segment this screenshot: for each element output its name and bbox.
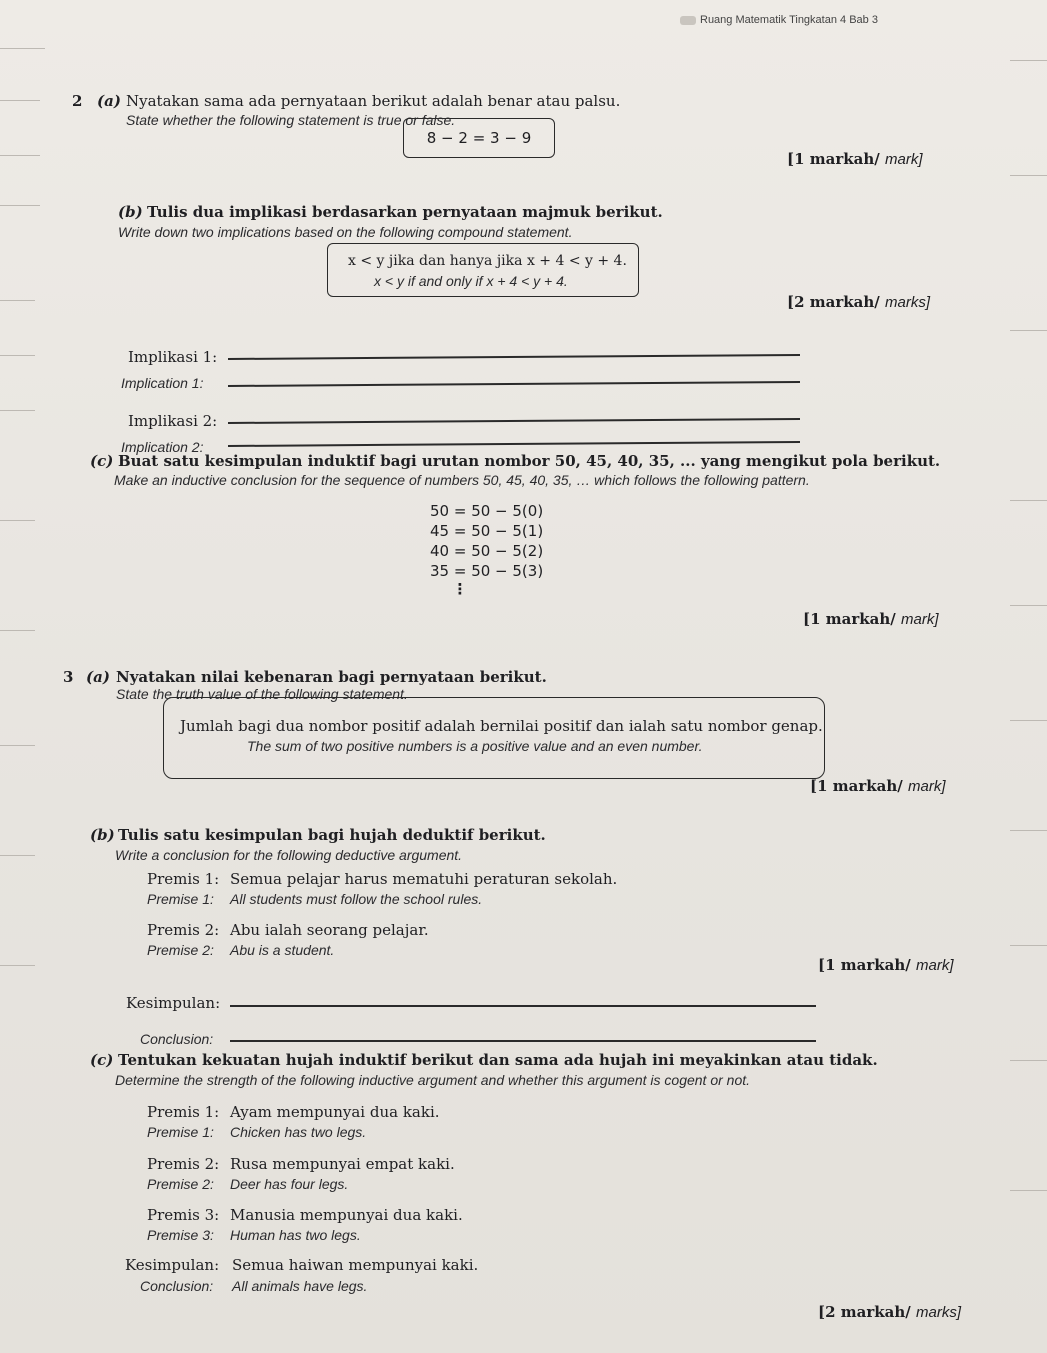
conclusion-label-en: Conclusion:	[140, 1278, 214, 1294]
margin-rule	[0, 965, 35, 966]
marks-en: mark]	[907, 778, 946, 795]
instruction-en: Make an inductive conclusion for the sequence of numbers 50, 45, 40, 35, … which follows the following pattern.	[114, 472, 810, 488]
marks-label	[787, 150, 922, 168]
header-text: Ruang Matematik Tingkatan 4 Bab 3	[700, 14, 878, 26]
margin-rule	[1010, 60, 1047, 61]
book-icon	[680, 16, 696, 25]
premise-2-label-en: Premise 2:	[147, 942, 214, 958]
implication-2-label-en: Implication 2:	[121, 439, 204, 455]
answer-line[interactable]	[228, 418, 800, 423]
premise-2-text-en: Deer has four legs.	[230, 1176, 349, 1192]
marks-en: marks]	[884, 294, 930, 311]
instruction-en: Determine the strength of the following inductive argument and whether this argument is cogent or not.	[115, 1072, 751, 1088]
answer-line[interactable]	[228, 381, 800, 386]
part-label	[90, 452, 113, 470]
margin-rule	[0, 48, 45, 49]
implication-2-label: Implikasi 2:	[128, 412, 218, 430]
marks-ms: [1 markah/	[787, 150, 880, 168]
margin-rule	[0, 745, 35, 746]
marks-ms: [2 markah/	[818, 1303, 911, 1321]
statement-text: 8 − 2 = 3 − 9	[426, 129, 532, 147]
premise-1-label: Premis 1:	[147, 870, 220, 888]
conclusion-label: Kesimpulan:	[126, 994, 221, 1012]
premise-2-text: Rusa mempunyai empat kaki.	[230, 1155, 455, 1173]
marks-en: marks]	[915, 1304, 961, 1321]
conclusion-label-en: Conclusion:	[140, 1031, 214, 1047]
answer-line[interactable]	[228, 354, 800, 359]
pattern-line: 40 = 50 − 5(2)	[430, 542, 544, 560]
question-number: 2	[72, 92, 83, 110]
instruction-en: State whether the following statement is true or false.	[126, 112, 456, 128]
premise-1-text: Semua pelajar harus mematuhi peraturan sekolah.	[230, 870, 618, 888]
margin-rule	[0, 300, 35, 301]
premise-1-text-en: All students must follow the school rules.	[230, 891, 483, 907]
margin-rule	[1010, 500, 1047, 501]
instruction-ms: Nyatakan sama ada pernyataan berikut adalah benar atau palsu.	[126, 92, 621, 110]
margin-rule	[0, 100, 40, 101]
margin-rule	[1010, 830, 1047, 831]
implication-1-label: Implikasi 1:	[128, 348, 218, 366]
margin-rule	[0, 355, 35, 356]
margin-rule	[1010, 330, 1047, 331]
margin-rule	[1010, 720, 1047, 721]
instruction-ms: Tulis dua implikasi berdasarkan pernyataan majmuk berikut.	[147, 203, 663, 221]
instruction-ms: Tulis satu kesimpulan bagi hujah deduktif berikut.	[118, 826, 546, 844]
page-header	[680, 14, 878, 26]
margin-rule	[0, 410, 35, 411]
instruction-en: Write down two implications based on the following compound statement.	[118, 224, 573, 240]
statement-en: The sum of two positive numbers is a positive value and an even number.	[247, 738, 703, 754]
pattern-ellipsis: ⋮	[452, 580, 468, 598]
marks-en: mark]	[915, 957, 954, 974]
statement-box	[327, 243, 639, 297]
marks-ms: [2 markah/	[787, 293, 880, 311]
marks-label	[818, 1303, 961, 1321]
premise-3-label-en: Premise 3:	[147, 1227, 214, 1243]
premise-2-label: Premis 2:	[147, 921, 220, 939]
part-label: (b)	[90, 826, 115, 844]
premise-1-label-en: Premise 1:	[147, 1124, 214, 1140]
conclusion-text: Semua haiwan mempunyai kaki.	[232, 1256, 479, 1274]
statement-ms: Jumlah bagi dua nombor positif adalah bernilai positif dan ialah satu nombor genap.	[180, 717, 823, 735]
question-number: 3	[63, 668, 74, 686]
premise-1-text: Ayam mempunyai dua kaki.	[230, 1103, 440, 1121]
marks-ms: [1 markah/	[818, 956, 911, 974]
premise-3-text-en: Human has two legs.	[230, 1227, 361, 1243]
premise-2-label: Premis 2:	[147, 1155, 220, 1173]
instruction-en: Write a conclusion for the following deductive argument.	[115, 847, 463, 863]
conclusion-text-en: All animals have legs.	[232, 1278, 368, 1294]
premise-1-label-en: Premise 1:	[147, 891, 214, 907]
statement-box	[403, 118, 555, 158]
premise-3-text: Manusia mempunyai dua kaki.	[230, 1206, 463, 1224]
implication-1-label-en: Implication 1:	[121, 375, 204, 391]
premise-2-text: Abu ialah seorang pelajar.	[230, 921, 429, 939]
pattern-line: 35 = 50 − 5(3)	[430, 562, 544, 580]
premise-1-label: Premis 1:	[147, 1103, 220, 1121]
statement-box	[163, 697, 825, 779]
margin-rule	[0, 155, 40, 156]
premise-2-label-en: Premise 2:	[147, 1176, 214, 1192]
instruction-ms: Tentukan kekuatan hujah induktif berikut dan sama ada hujah ini meyakinkan atau tidak.	[118, 1051, 878, 1069]
margin-rule	[0, 205, 40, 206]
instruction-ms: Nyatakan nilai kebenaran bagi pernyataan berikut.	[116, 668, 547, 686]
part-label: (c)	[90, 1051, 114, 1069]
margin-rule	[1010, 605, 1047, 606]
pattern-line: 45 = 50 − 5(1)	[430, 522, 544, 540]
part-label: (a)	[97, 92, 121, 110]
margin-rule	[0, 855, 35, 856]
margin-rule	[1010, 1060, 1047, 1061]
instruction-en: State the truth value of the following statement.	[116, 686, 408, 702]
statement-en: x < y if and only if x + 4 < y + 4.	[374, 273, 568, 289]
marks-en: mark]	[884, 151, 923, 168]
answer-line[interactable]	[228, 441, 800, 446]
premise-2-text-en: Abu is a student.	[230, 942, 335, 958]
premise-1-text-en: Chicken has two legs.	[230, 1124, 367, 1140]
part-label-text: (c)	[90, 452, 114, 470]
conclusion-label: Kesimpulan:	[125, 1256, 220, 1274]
statement-ms: x < y jika dan hanya jika x + 4 < y + 4.	[348, 253, 627, 269]
marks-label	[803, 610, 938, 628]
part-label: (b)	[118, 203, 143, 221]
margin-rule	[1010, 175, 1047, 176]
answer-line[interactable]	[230, 1005, 816, 1007]
premise-3-label: Premis 3:	[147, 1206, 220, 1224]
part-label: (a)	[86, 668, 110, 686]
margin-rule	[0, 630, 35, 631]
marks-ms: [1 markah/	[810, 777, 903, 795]
margin-rule	[1010, 945, 1047, 946]
marks-en: mark]	[900, 611, 939, 628]
margin-rule	[0, 520, 35, 521]
instruction-ms: Buat satu kesimpulan induktif bagi urutan nombor 50, 45, 40, 35, ... yang mengikut pola berikut.	[118, 452, 941, 470]
answer-line[interactable]	[230, 1040, 816, 1042]
pattern-line: 50 = 50 − 5(0)	[430, 502, 544, 520]
margin-rule	[1010, 1190, 1047, 1191]
marks-label	[787, 293, 930, 311]
marks-label	[818, 956, 953, 974]
marks-ms: [1 markah/	[803, 610, 896, 628]
marks-label	[810, 777, 945, 795]
